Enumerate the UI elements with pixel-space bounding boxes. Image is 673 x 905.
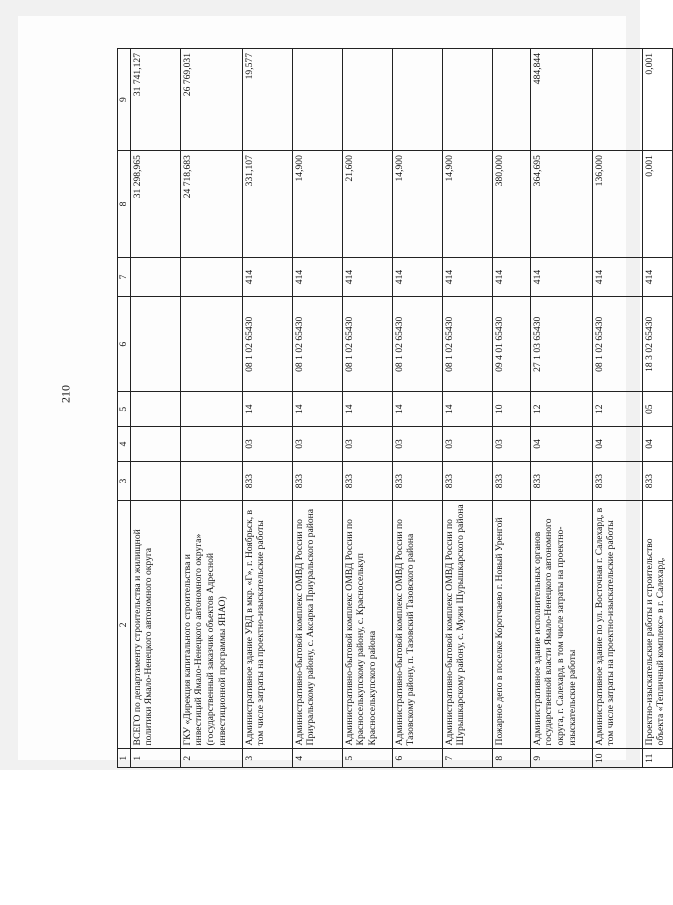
expense-type-code: 414 xyxy=(530,257,592,296)
section-code: 04 xyxy=(642,427,672,462)
target-article-code: 08 1 02 65430 xyxy=(392,297,442,392)
ministry-code: 833 xyxy=(592,461,642,500)
subsection-code: 14 xyxy=(292,392,342,427)
subsection-code: 14 xyxy=(342,392,392,427)
target-article-code: 18 3 02 65430 xyxy=(642,297,672,392)
row-number: 3 xyxy=(242,749,292,768)
object-name: Административное здание УВД в мкр. «Г», г. Ноябрьск, в том числе затраты на проектно-изыскательские работы xyxy=(242,501,292,749)
object-name: Проектно-изыскательские работы и строительство объекта «Тепличный комплекс» в г. Салехард, xyxy=(642,501,672,749)
amount-year-2 xyxy=(392,49,442,151)
table-header-row xyxy=(118,49,131,768)
amount-year-1: 364,695 xyxy=(530,151,592,258)
table-row xyxy=(180,49,242,768)
header-cell: 7 xyxy=(118,257,131,296)
header-cell: 3 xyxy=(118,461,131,500)
row-number: 5 xyxy=(342,749,392,768)
target-article-code: 08 1 02 65430 xyxy=(442,297,492,392)
section-code xyxy=(130,427,180,462)
ministry-code: 833 xyxy=(242,461,292,500)
subsection-code: 14 xyxy=(392,392,442,427)
section-code: 03 xyxy=(292,427,342,462)
amount-year-1: 0,001 xyxy=(642,151,672,258)
target-article-code: 08 1 02 65430 xyxy=(292,297,342,392)
amount-year-1: 21,600 xyxy=(342,151,392,258)
table-row xyxy=(130,49,180,768)
budget-table xyxy=(117,48,673,768)
table-row xyxy=(242,49,292,768)
section-code: 03 xyxy=(392,427,442,462)
expense-type-code: 414 xyxy=(292,257,342,296)
ministry-code: 833 xyxy=(492,461,530,500)
section-code: 03 xyxy=(242,427,292,462)
ministry-code: 833 xyxy=(292,461,342,500)
amount-year-1: 136,000 xyxy=(592,151,642,258)
ministry-code: 833 xyxy=(342,461,392,500)
row-number: 10 xyxy=(592,749,642,768)
row-number: 7 xyxy=(442,749,492,768)
expense-type-code: 414 xyxy=(242,257,292,296)
amount-year-2: 31 741,127 xyxy=(130,49,180,151)
table-row xyxy=(642,49,672,768)
header-cell: 5 xyxy=(118,392,131,427)
row-number: 2 xyxy=(180,749,242,768)
row-number: 9 xyxy=(530,749,592,768)
section-code: 03 xyxy=(342,427,392,462)
header-cell: 1 xyxy=(118,749,131,768)
object-name: Пожарное депо в поселке Коротчаево г. Новый Уренгой xyxy=(492,501,530,749)
table-row xyxy=(292,49,342,768)
amount-year-2: 26 769,031 xyxy=(180,49,242,151)
table-row xyxy=(592,49,642,768)
row-number: 8 xyxy=(492,749,530,768)
amount-year-2 xyxy=(342,49,392,151)
table-row xyxy=(342,49,392,768)
object-name: Административно-бытовой комплекс ОМВД России по Тазовскому району, п. Тазовский Тазовского района xyxy=(392,501,442,749)
section-code: 03 xyxy=(492,427,530,462)
object-name: Административное здание исполнительных органов государственной власти Ямало-Ненецкого автономного округа, г. Салехард, в том числе затраты на проектно-изыскательские работы xyxy=(530,501,592,749)
amount-year-1: 14,900 xyxy=(292,151,342,258)
amount-year-2: 484,844 xyxy=(530,49,592,151)
target-article-code: 08 1 02 65430 xyxy=(592,297,642,392)
table-row xyxy=(492,49,530,768)
amount-year-2: 19,577 xyxy=(242,49,292,151)
document-page xyxy=(18,16,667,764)
target-article-code: 27 1 03 65430 xyxy=(530,297,592,392)
header-cell: 2 xyxy=(118,501,131,749)
amount-year-1: 14,900 xyxy=(442,151,492,258)
amount-year-2 xyxy=(292,49,342,151)
amount-year-1: 14,900 xyxy=(392,151,442,258)
amount-year-1: 380,000 xyxy=(492,151,530,258)
target-article-code: 08 1 02 65430 xyxy=(342,297,392,392)
amount-year-1: 24 718,683 xyxy=(180,151,242,258)
amount-year-1: 331,107 xyxy=(242,151,292,258)
header-cell: 9 xyxy=(118,49,131,151)
target-article-code xyxy=(130,297,180,392)
target-article-code xyxy=(180,297,242,392)
ministry-code xyxy=(130,461,180,500)
object-name: Административно-бытовой комплекс ОМВД России по Приуральскому району, с. Аксарка Приуральского района xyxy=(292,501,342,749)
subsection-code: 14 xyxy=(242,392,292,427)
row-number: 1 xyxy=(130,749,180,768)
row-number: 4 xyxy=(292,749,342,768)
subsection-code xyxy=(180,392,242,427)
amount-year-2 xyxy=(442,49,492,151)
expense-type-code: 414 xyxy=(392,257,442,296)
row-number: 11 xyxy=(642,749,672,768)
ministry-code: 833 xyxy=(392,461,442,500)
table-row xyxy=(442,49,492,768)
section-code xyxy=(180,427,242,462)
amount-year-2: 0,001 xyxy=(642,49,672,151)
ministry-code: 833 xyxy=(442,461,492,500)
header-cell: 8 xyxy=(118,151,131,258)
object-name: Административное здание по ул. Восточная г. Салехард, в том числе затраты на проектно-изыскательские работы xyxy=(592,501,642,749)
amount-year-2 xyxy=(492,49,530,151)
table-row xyxy=(392,49,442,768)
header-cell: 6 xyxy=(118,297,131,392)
expense-type-code xyxy=(130,257,180,296)
header-cell: 4 xyxy=(118,427,131,462)
budget-table-frame xyxy=(117,48,667,768)
table-row xyxy=(530,49,592,768)
section-code: 03 xyxy=(442,427,492,462)
expense-type-code: 414 xyxy=(442,257,492,296)
expense-type-code: 414 xyxy=(592,257,642,296)
expense-type-code: 414 xyxy=(642,257,672,296)
section-code: 04 xyxy=(592,427,642,462)
table-body xyxy=(130,49,672,768)
subsection-code: 12 xyxy=(530,392,592,427)
object-name: ГКУ «Дирекция капитального строительства и инвестиций Ямало-Ненецкого автономного округа» (государственный заказчик объектов Адресной инвестиционной программы ЯНАО) xyxy=(180,501,242,749)
ministry-code: 833 xyxy=(642,461,672,500)
expense-type-code xyxy=(180,257,242,296)
object-name: Административно-бытовой комплекс ОМВД России по Шурышкарскому району, с. Мужи Шурышкарского района xyxy=(442,501,492,749)
expense-type-code: 414 xyxy=(492,257,530,296)
ministry-code xyxy=(180,461,242,500)
subsection-code: 10 xyxy=(492,392,530,427)
object-name: Административно-бытовой комплекс ОМВД России по Красноселькупскому району, с. Красноселькуп Красноселькупского района xyxy=(342,501,392,749)
subsection-code: 14 xyxy=(442,392,492,427)
subsection-code: 12 xyxy=(592,392,642,427)
object-name: ВСЕГО по департаменту строительства и жилищной политики Ямало-Ненецкого автономного округа xyxy=(130,501,180,749)
expense-type-code: 414 xyxy=(342,257,392,296)
amount-year-1: 31 298,965 xyxy=(130,151,180,258)
subsection-code: 05 xyxy=(642,392,672,427)
amount-year-2 xyxy=(592,49,642,151)
page-number: 210 xyxy=(58,385,73,403)
section-code: 04 xyxy=(530,427,592,462)
ministry-code: 833 xyxy=(530,461,592,500)
subsection-code xyxy=(130,392,180,427)
target-article-code: 09 4 01 65430 xyxy=(492,297,530,392)
row-number: 6 xyxy=(392,749,442,768)
target-article-code: 08 1 02 65430 xyxy=(242,297,292,392)
